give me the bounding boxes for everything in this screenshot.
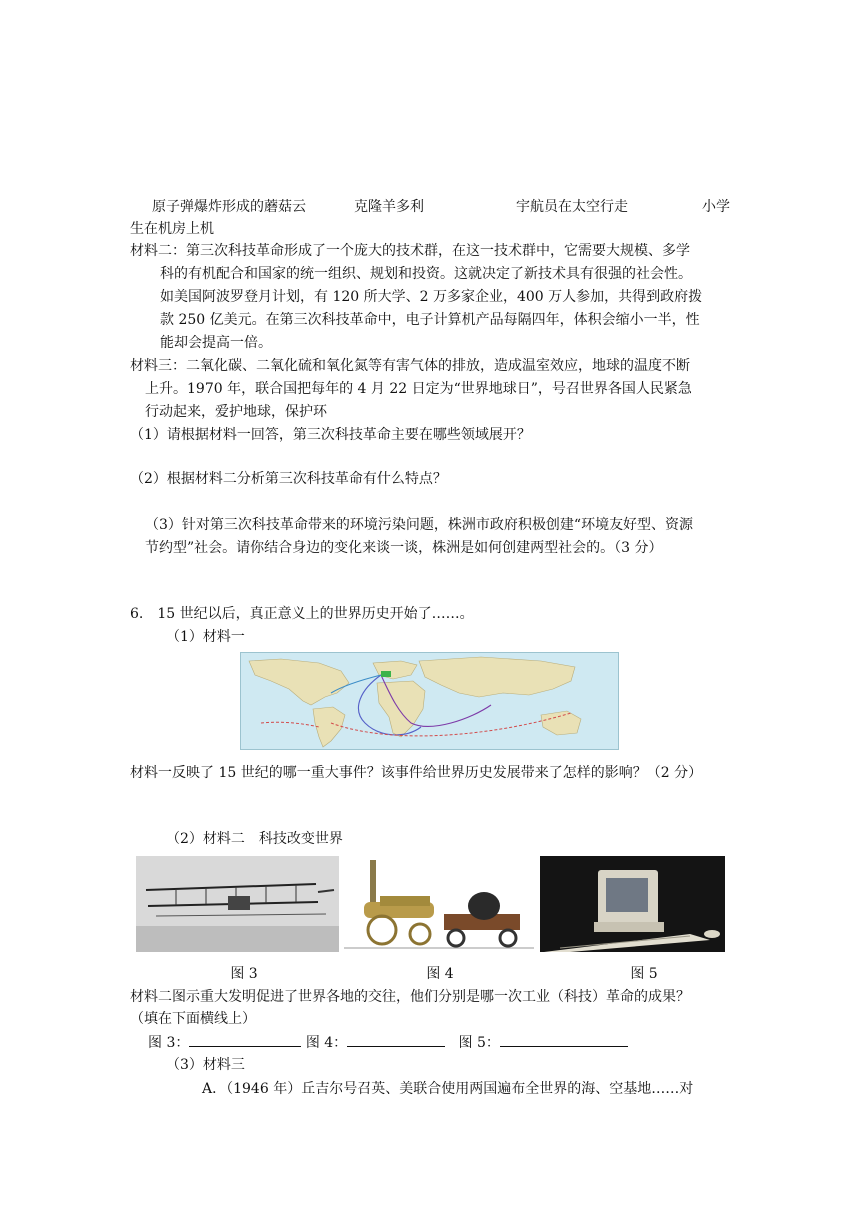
question-6-part2-line1: 材料二图示重大发明促进了世界各地的交往，他们分别是哪一次工业（科技）革命的成果？ (130, 989, 690, 1005)
question-6-part1-question: 材料一反映了 15 世纪的哪一重大事件？该事件给世界历史发展带来了怎样的影响？（2 分） (130, 765, 703, 781)
material2-line1: 材料二：第三次科技革命形成了一个庞大的技术群，在这一技术群中，它需要大规模、多学 (130, 243, 690, 259)
question-6-part2: （2）材料二 科技改变世界 (166, 831, 343, 847)
material3-line1: 材料三：二氧化碳、二氧化硫和氧化氮等有害气体的排放，造成温室效应，地球的温度不断 (130, 358, 690, 374)
material2-line4: 款 250 亿美元。在第三次科技革命中，电子计算机产品每隔四年，体积会缩小一半，性 (160, 312, 700, 328)
locomotive-graphic (344, 856, 534, 952)
question-6-part3-a: A．（1946 年）丘吉尔号召英、美联合使用两国遍布全世界的海、空基地……对 (202, 1081, 694, 1097)
material3-line2: 上升。1970 年，联合国把每年的 4 月 22 日定为“世界地球日”，号召世界各国人民紧急 (145, 381, 692, 397)
answer-blank-fig5[interactable] (500, 1031, 628, 1047)
figure-4-caption: 图 4 (426, 966, 454, 982)
caption-mushroom-cloud: 原子弹爆炸形成的蘑菇云 (152, 199, 306, 215)
question-2: （2）根据材料二分析第三次科技革命有什么特点？ (130, 471, 447, 487)
question-1: （1）请根据材料一回答，第三次科技革命主要在哪些领域展开？ (130, 427, 531, 443)
airplane-graphic (136, 856, 339, 952)
computer-graphic (540, 856, 725, 952)
caption-dolly-sheep: 克隆羊多利 (354, 199, 424, 215)
blank-label-fig3: 图 3： (148, 1035, 190, 1051)
figure-3-caption: 图 3 (230, 966, 258, 982)
voyage-map-image (240, 652, 619, 750)
answer-blank-fig3[interactable] (189, 1031, 301, 1047)
question-3-line1: （3）针对第三次科技革命带来的环境污染问题，株洲市政府积极创建“环境友好型、资源 (145, 517, 694, 533)
material2-line5: 能却会提高一倍。 (160, 335, 272, 351)
question-3-line2: 节约型”社会。请你结合身边的变化来谈一谈，株洲是如何创建两型社会的。（3 分） (145, 540, 663, 556)
caption-spacewalk: 宇航员在太空行走 (516, 199, 628, 215)
question-6-part3: （3）材料三 (166, 1057, 245, 1073)
material3-line3: 行动起来，爱护地球，保护环 (145, 404, 327, 420)
material2-line2: 科的有机配合和国家的统一组织、规划和投资。这就决定了新技术具有很强的社会性。 (160, 266, 692, 282)
airplane-image (136, 856, 339, 952)
question-6-part1: （1）材料一 (166, 629, 245, 645)
blank-label-fig4: 图 4： (305, 1035, 348, 1051)
question-6-part2-line2: （填在下面横线上） (130, 1011, 256, 1027)
caption-computer-room: 小学 (702, 199, 730, 215)
answer-blank-fig4[interactable] (347, 1031, 445, 1047)
caption-computer-room-cont: 生在机房上机 (130, 221, 214, 237)
figure-5-caption: 图 5 (630, 966, 658, 982)
question-6-title: 6. 15 世纪以后，真正意义上的世界历史开始了……。 (130, 606, 474, 622)
answer-blanks-row (148, 1031, 628, 1054)
material2-line3: 如美国阿波罗登月计划，有 120 所大学、2 万多家企业，400 万人参加，共得到政府拨 (160, 289, 703, 305)
locomotive-image (344, 856, 534, 952)
world-map-graphic (241, 653, 618, 749)
computer-image (540, 856, 725, 952)
blank-label-fig5: 图 5： (458, 1035, 500, 1051)
